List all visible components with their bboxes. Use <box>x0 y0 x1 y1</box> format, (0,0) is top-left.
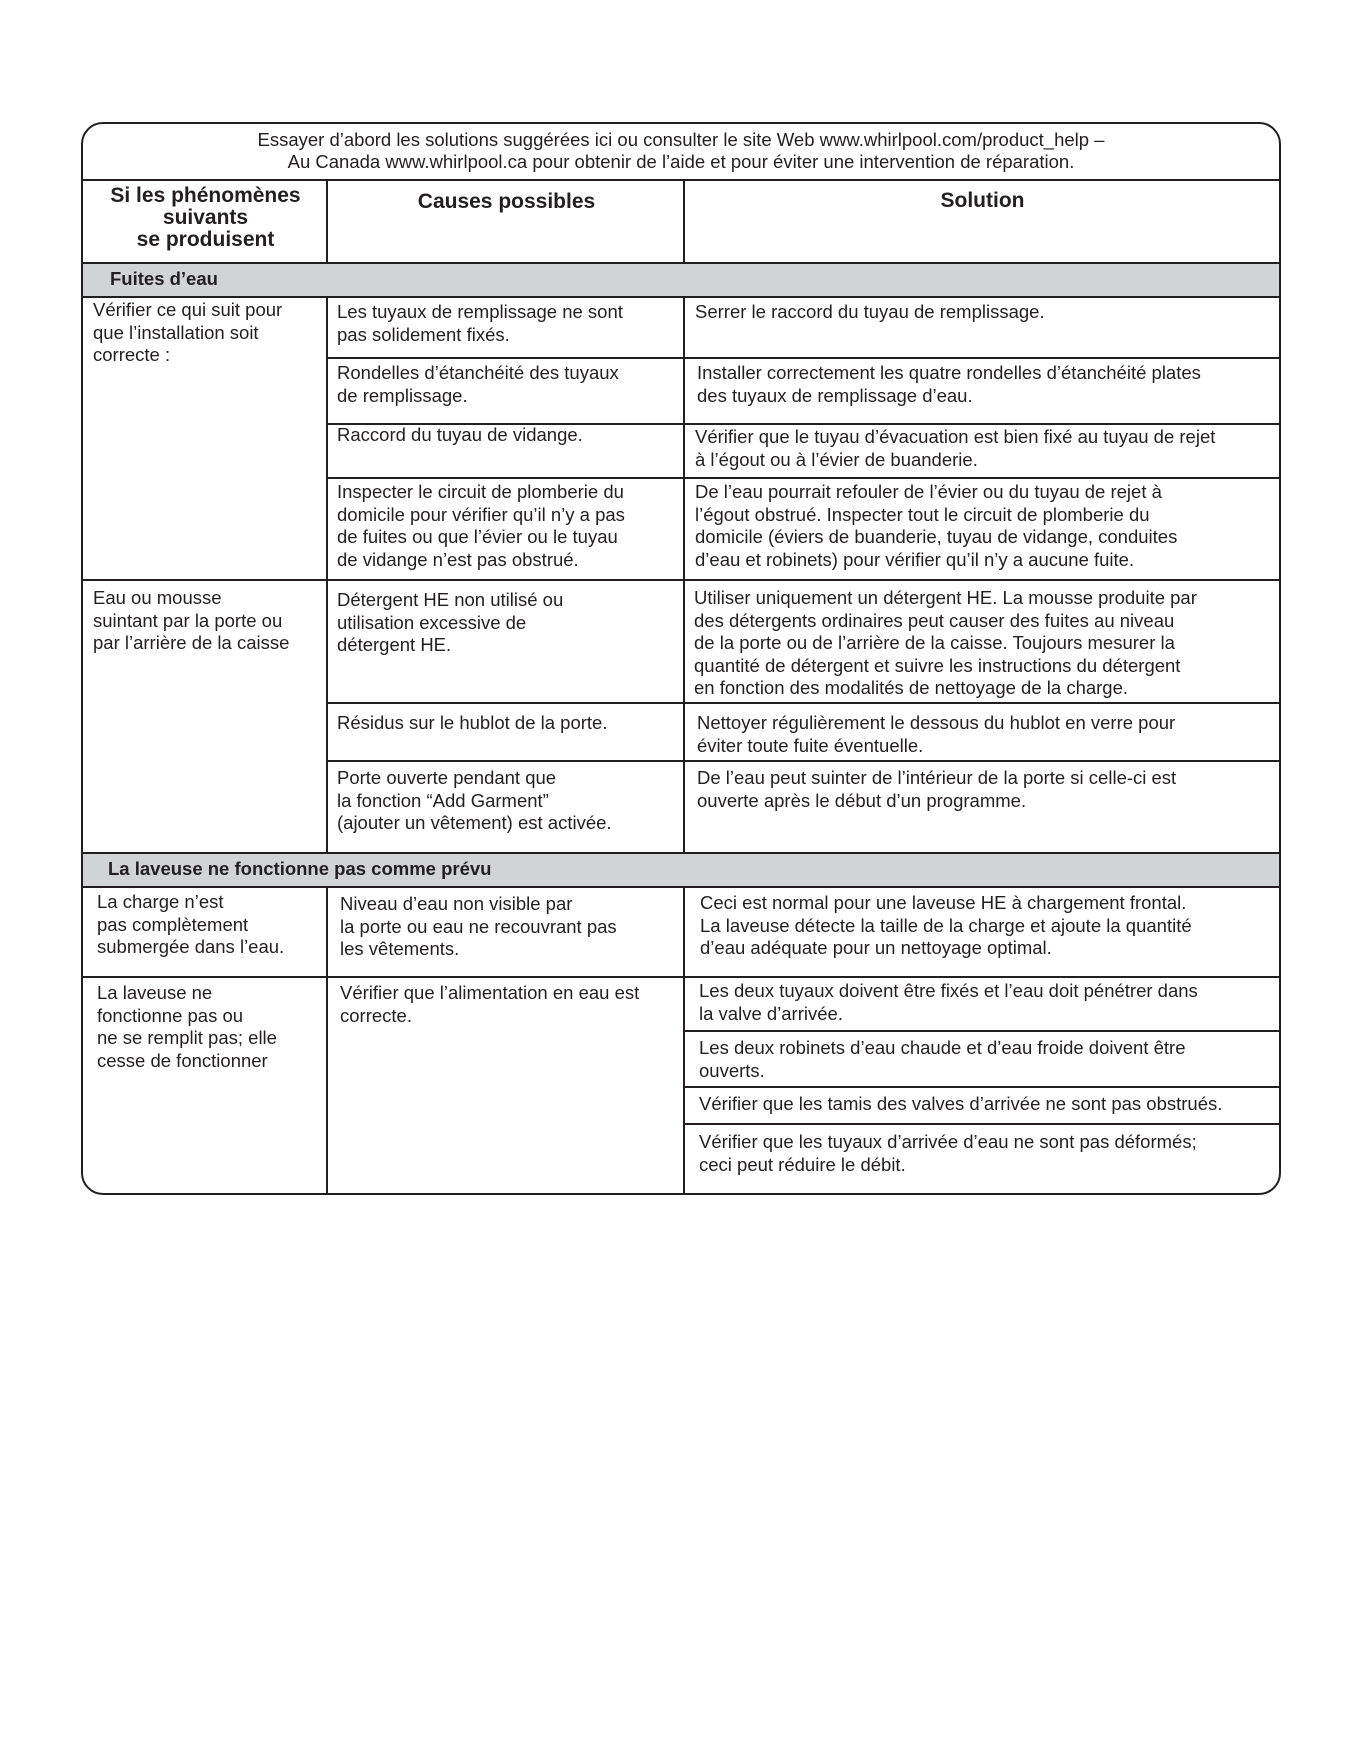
text-line: correcte : <box>93 344 171 365</box>
cause-cell <box>337 767 677 835</box>
cause-cell <box>337 362 677 407</box>
text-line: De l’eau peut suinter de l’intérieur de la porte si celle-ci est <box>697 767 1177 788</box>
text-line: fonctionne pas ou <box>97 1004 244 1026</box>
text-line: Vérifier ce qui suit pour <box>93 299 283 320</box>
solution-cell <box>699 1093 1281 1116</box>
row-divider <box>685 1123 1281 1125</box>
text-line: d’eau adéquate pour un nettoyage optimal. <box>700 937 1052 958</box>
text-line: de vidange n’est pas obstrué. <box>337 548 579 570</box>
cause-cell <box>337 301 677 346</box>
symptom-cell <box>93 299 323 367</box>
row-divider <box>328 760 1281 762</box>
text-line: Raccord du tuyau de vidange. <box>337 424 583 445</box>
text-line: Nettoyer régulièrement le dessous du hublot en verre pour <box>697 712 1176 733</box>
solution-cell <box>697 362 1281 407</box>
troubleshooting-table <box>81 122 1281 1195</box>
solution-cell <box>694 587 1281 700</box>
row-divider <box>328 702 1281 704</box>
text-line: La laveuse détecte la taille de la charge et ajoute la quantité <box>700 914 1192 936</box>
text-line: des détergents ordinaires peut causer des fuites au niveau <box>694 609 1175 631</box>
text-line: Niveau d’eau non visible par <box>340 893 573 914</box>
text-line: submergée dans l’eau. <box>97 936 285 957</box>
text-line: des tuyaux de remplissage d’eau. <box>697 384 973 406</box>
text-line: utilisation excessive de <box>337 611 527 633</box>
text-line: d’eau et robinets) pour vérifier qu’il n’y a aucune fuite. <box>695 548 1135 570</box>
column-divider <box>326 297 328 853</box>
text-line: Utiliser uniquement un détergent HE. La mousse produite par <box>694 587 1197 608</box>
column-divider <box>683 297 685 853</box>
text-line: Les tuyaux de remplissage ne sont <box>337 301 623 322</box>
row-divider <box>685 1030 1281 1032</box>
cause-cell <box>337 481 677 571</box>
text-line: Eau ou mousse <box>93 587 222 608</box>
solution-cell <box>697 712 1281 757</box>
text-line: de la porte ou de l’arrière de la caisse. Toujours mesurer la <box>694 632 1175 653</box>
text-line: domicile pour vérifier qu’il n’y a pas <box>337 503 625 525</box>
text-line: Vérifier que les tamis des valves d’arrivée ne sont pas obstrués. <box>699 1093 1223 1114</box>
text-line: ouverte après le début d’un programme. <box>697 789 1027 811</box>
text-line: La charge n’est <box>97 891 224 912</box>
text-line: pas complètement <box>97 913 249 935</box>
intro-note <box>83 124 1279 181</box>
text-line: Les deux tuyaux doivent être fixés et l’eau doit pénétrer dans <box>699 980 1198 1001</box>
text-line: cesse de fonctionner <box>97 1049 268 1071</box>
cause-cell <box>337 712 677 735</box>
column-divider <box>683 181 685 263</box>
section-title-washer-not-working: La laveuse ne fonctionne pas comme prévu <box>83 852 1279 888</box>
column-divider <box>326 887 328 1195</box>
text-line: ceci peut réduire le débit. <box>699 1153 906 1175</box>
header-symptom-line-2: suivants <box>162 206 249 229</box>
intro-line-2: Au Canada www.whirlpool.ca pour obtenir de l’aide et pour éviter une intervention de réparation. <box>287 151 1075 172</box>
section-title-water-leaks: Fuites d’eau <box>83 262 1279 298</box>
text-line: les vêtements. <box>340 938 460 959</box>
text-line: éviter toute fuite éventuelle. <box>697 734 924 756</box>
solution-cell <box>699 1131 1281 1176</box>
text-line: quantité de détergent et suivre les instructions du détergent <box>694 654 1181 676</box>
text-line: pas solidement fixés. <box>337 323 510 345</box>
text-line: ne se remplit pas; elle <box>97 1027 277 1048</box>
text-line: (ajouter un vêtement) est activée. <box>337 812 612 833</box>
solution-cell <box>695 301 1280 324</box>
text-line: La laveuse ne <box>97 982 213 1003</box>
header-symptom <box>83 181 328 263</box>
text-line: par l’arrière de la caisse <box>93 632 290 653</box>
row-divider <box>83 579 1281 581</box>
solution-cell <box>695 481 1280 571</box>
solution-cell <box>697 767 1281 812</box>
row-divider <box>328 357 1281 359</box>
header-causes: Causes possibles <box>417 190 596 213</box>
solution-cell <box>699 1037 1281 1082</box>
text-line: Porte ouverte pendant que <box>337 767 557 788</box>
text-line: de fuites ou que l’évier ou le tuyau <box>337 526 618 547</box>
text-line: la porte ou eau ne recouvrant pas <box>340 915 617 937</box>
text-line: détergent HE. <box>337 634 452 655</box>
text-line: ouverts. <box>699 1059 765 1081</box>
text-line: Vérifier que le tuyau d’évacuation est bien fixé au tuyau de rejet <box>695 426 1216 447</box>
text-line: correcte. <box>340 1004 412 1026</box>
row-divider <box>83 976 1281 978</box>
cause-cell <box>337 589 677 657</box>
header-solution: Solution <box>940 189 1025 212</box>
symptom-cell <box>97 982 325 1072</box>
text-line: la valve d’arrivée. <box>699 1002 843 1024</box>
text-line: Serrer le raccord du tuyau de remplissage. <box>695 301 1045 322</box>
text-line: Inspecter le circuit de plomberie du <box>337 481 624 502</box>
solution-cell <box>700 892 1281 960</box>
text-line: suintant par la porte ou <box>93 609 283 631</box>
text-line: Rondelles d’étanchéité des tuyaux <box>337 362 619 383</box>
column-divider <box>683 887 685 1195</box>
text-line: Installer correctement les quatre rondelles d’étanchéité plates <box>697 362 1201 383</box>
row-divider <box>685 1086 1281 1088</box>
header-symptom-line-3: se produisent <box>136 228 275 251</box>
symptom-cell <box>97 891 325 959</box>
text-line: Résidus sur le hublot de la porte. <box>337 712 608 733</box>
text-line: domicile (éviers de buanderie, tuyau de vidange, conduites <box>695 526 1178 547</box>
text-line: Vérifier que l’alimentation en eau est <box>340 982 640 1003</box>
solution-cell <box>699 980 1281 1025</box>
text-line: Les deux robinets d’eau chaude et d’eau froide doivent être <box>699 1037 1186 1058</box>
text-line: Vérifier que les tuyaux d’arrivée d’eau ne sont pas déformés; <box>699 1131 1197 1152</box>
text-line: Ceci est normal pour une laveuse HE à chargement frontal. <box>700 892 1187 913</box>
column-divider <box>326 181 328 263</box>
solution-cell <box>695 426 1280 471</box>
text-line: Détergent HE non utilisé ou <box>337 589 564 610</box>
header-symptom-line-1: Si les phénomènes <box>110 184 301 207</box>
text-line: de remplissage. <box>337 384 468 406</box>
row-divider <box>328 477 1281 479</box>
text-line: que l’installation soit <box>93 321 259 343</box>
text-line: De l’eau pourrait refouler de l’évier ou du tuyau de rejet à <box>695 481 1162 502</box>
text-line: la fonction “Add Garment” <box>337 789 549 811</box>
cause-cell <box>340 893 680 961</box>
intro-line-1: Essayer d’abord les solutions suggérées ici ou consulter le site Web www.whirlpool.com/product_help – <box>257 129 1105 150</box>
symptom-cell <box>93 587 323 655</box>
cause-cell <box>337 424 677 447</box>
text-line: en fonction des modalités de nettoyage de la charge. <box>694 677 1129 698</box>
text-line: à l’égout ou à l’évier de buanderie. <box>695 448 978 470</box>
cause-cell <box>340 982 680 1027</box>
text-line: l’égout obstrué. Inspecter tout le circuit de plomberie du <box>695 503 1150 525</box>
